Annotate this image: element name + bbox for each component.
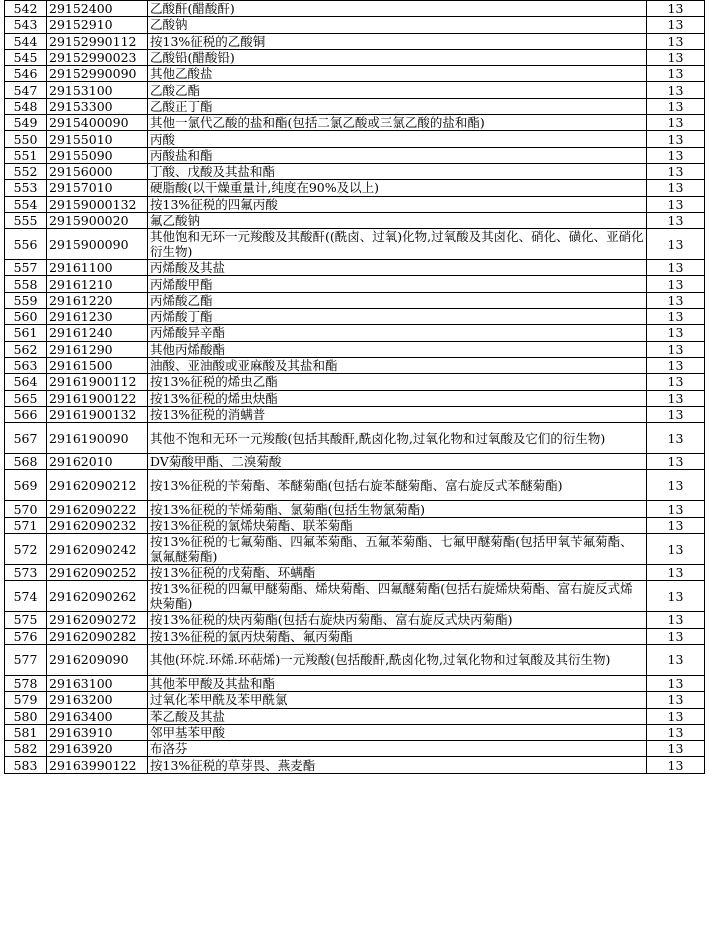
tax-code: 29152990023 — [47, 49, 148, 65]
table-row — [5, 147, 705, 163]
row-number: 582 — [5, 741, 47, 757]
table-row — [5, 212, 705, 228]
tax-code: 29153300 — [47, 98, 148, 114]
table-row — [5, 534, 705, 565]
row-number: 574 — [5, 581, 47, 612]
item-name: 丁酸、戊酸及其盐和酯 — [148, 163, 647, 179]
item-name: DV菊酸甲酯、二溴菊酸 — [148, 454, 647, 470]
item-name: 氟乙酸钠 — [148, 212, 647, 228]
item-name: 丙烯酸异辛酯 — [148, 325, 647, 341]
table-row — [5, 757, 705, 773]
row-number: 581 — [5, 724, 47, 740]
tax-rate: 13 — [647, 163, 705, 179]
row-number: 564 — [5, 374, 47, 390]
tax-code: 29161220 — [47, 292, 148, 308]
table-row — [5, 741, 705, 757]
table-row — [5, 49, 705, 65]
item-name: 丙酸盐和酯 — [148, 147, 647, 163]
table-row — [5, 309, 705, 325]
tax-rate: 13 — [647, 1, 705, 17]
item-name: 按13%征税的烯虫炔酯 — [148, 390, 647, 406]
table-row — [5, 163, 705, 179]
tax-rate: 13 — [647, 517, 705, 533]
tax-code: 29161290 — [47, 341, 148, 357]
table-row — [5, 517, 705, 533]
tax-rate: 13 — [647, 628, 705, 644]
tax-rate: 13 — [647, 17, 705, 33]
tax-rate: 13 — [647, 196, 705, 212]
item-name: 丙烯酸丁酯 — [148, 309, 647, 325]
tax-code: 29161230 — [47, 309, 148, 325]
tax-rate: 13 — [647, 66, 705, 82]
row-number: 571 — [5, 517, 47, 533]
tax-code: 2916209090 — [47, 644, 148, 675]
tax-rate: 13 — [647, 454, 705, 470]
tax-rate: 13 — [647, 390, 705, 406]
row-number: 579 — [5, 692, 47, 708]
tax-rate: 13 — [647, 357, 705, 373]
table-row — [5, 675, 705, 691]
tax-rate: 13 — [647, 692, 705, 708]
tax-code: 29163990122 — [47, 757, 148, 773]
tax-code: 29163100 — [47, 675, 148, 691]
table-row — [5, 325, 705, 341]
item-name: 乙酸钠 — [148, 17, 647, 33]
row-number: 576 — [5, 628, 47, 644]
table-row — [5, 229, 705, 260]
row-number: 550 — [5, 131, 47, 147]
tax-rate-table — [4, 0, 705, 774]
item-name: 按13%征税的苄烯菊酯、氯菊酯(包括生物氯菊酯) — [148, 501, 647, 517]
tax-rate: 13 — [647, 82, 705, 98]
tax-code: 29162090242 — [47, 534, 148, 565]
row-number: 570 — [5, 501, 47, 517]
row-number: 583 — [5, 757, 47, 773]
table-row — [5, 180, 705, 196]
tax-rate: 13 — [647, 309, 705, 325]
row-number: 577 — [5, 644, 47, 675]
row-number: 578 — [5, 675, 47, 691]
table-row — [5, 724, 705, 740]
row-number: 561 — [5, 325, 47, 341]
row-number: 558 — [5, 276, 47, 292]
item-name: 油酸、亚油酸或亚麻酸及其盐和酯 — [148, 357, 647, 373]
tax-rate: 13 — [647, 724, 705, 740]
tax-rate: 13 — [647, 292, 705, 308]
table-row — [5, 66, 705, 82]
tax-rate: 13 — [647, 115, 705, 131]
item-name: 按13%征税的草芽畏、燕麦酯 — [148, 757, 647, 773]
tax-rate: 13 — [647, 565, 705, 581]
tax-rate: 13 — [647, 260, 705, 276]
tax-rate: 13 — [647, 325, 705, 341]
row-number: 556 — [5, 229, 47, 260]
table-row — [5, 565, 705, 581]
tax-rate: 13 — [647, 180, 705, 196]
table-row — [5, 423, 705, 454]
row-number: 543 — [5, 17, 47, 33]
tax-rate: 13 — [647, 534, 705, 565]
tax-code: 29159000132 — [47, 196, 148, 212]
tax-rate: 13 — [647, 229, 705, 260]
row-number: 572 — [5, 534, 47, 565]
tax-rate: 13 — [647, 341, 705, 357]
row-number: 573 — [5, 565, 47, 581]
row-number: 546 — [5, 66, 47, 82]
table-row — [5, 196, 705, 212]
tax-code: 2916190090 — [47, 423, 148, 454]
item-name: 按13%征税的炔丙菊酯(包括右旋炔丙菊酯、富右旋反式炔丙菊酯) — [148, 612, 647, 628]
tax-rate: 13 — [647, 644, 705, 675]
item-name: 按13%征税的四氟丙酸 — [148, 196, 647, 212]
tax-code: 29162090232 — [47, 517, 148, 533]
item-name: 按13%征税的四氟甲醚菊酯、烯炔菊酯、四氟醚菊酯(包括右旋烯炔菊酯、富右旋反式烯炔菊酯) — [148, 581, 647, 612]
row-number: 553 — [5, 180, 47, 196]
tax-code: 29163920 — [47, 741, 148, 757]
table-row — [5, 98, 705, 114]
tax-code: 29153100 — [47, 82, 148, 98]
tax-code: 29162090282 — [47, 628, 148, 644]
tax-rate: 13 — [647, 470, 705, 501]
table-row — [5, 708, 705, 724]
tax-code: 29161240 — [47, 325, 148, 341]
table-row — [5, 454, 705, 470]
row-number: 542 — [5, 1, 47, 17]
tax-code: 29157010 — [47, 180, 148, 196]
item-name: 过氧化苯甲酰及苯甲酰氯 — [148, 692, 647, 708]
table-row — [5, 131, 705, 147]
item-name: 硬脂酸(以干燥重量计,纯度在90%及以上) — [148, 180, 647, 196]
tax-code: 29162090252 — [47, 565, 148, 581]
item-name: 苯乙酸及其盐 — [148, 708, 647, 724]
tax-rate: 13 — [647, 501, 705, 517]
row-number: 555 — [5, 212, 47, 228]
tax-rate: 13 — [647, 741, 705, 757]
table-row — [5, 82, 705, 98]
table-row — [5, 692, 705, 708]
tax-code: 29152990090 — [47, 66, 148, 82]
row-number: 565 — [5, 390, 47, 406]
row-number: 560 — [5, 309, 47, 325]
tax-rate: 13 — [647, 276, 705, 292]
tax-rate: 13 — [647, 612, 705, 628]
row-number: 566 — [5, 406, 47, 422]
tax-code: 29155090 — [47, 147, 148, 163]
tax-rate: 13 — [647, 675, 705, 691]
row-number: 569 — [5, 470, 47, 501]
item-name: 其他不饱和无环一元羧酸(包括其酸酐,酰卤化物,过氧化物和过氧酸及它们的衍生物) — [148, 423, 647, 454]
item-name: 乙酸酐(醋酸酐) — [148, 1, 647, 17]
table-row — [5, 17, 705, 33]
tax-code: 29162010 — [47, 454, 148, 470]
tax-code: 29152400 — [47, 1, 148, 17]
table-row — [5, 341, 705, 357]
item-name: 邻甲基苯甲酸 — [148, 724, 647, 740]
tax-rate: 13 — [647, 708, 705, 724]
item-name: 其他饱和无环一元羧酸及其酸酐((酰卤、过氧)化物,过氧酸及其卤化、硝化、磺化、亚硝化衍生物) — [148, 229, 647, 260]
item-name: 按13%征税的乙酸铜 — [148, 33, 647, 49]
table-row — [5, 276, 705, 292]
item-name: 乙酸乙酯 — [148, 82, 647, 98]
table-row — [5, 628, 705, 644]
row-number: 559 — [5, 292, 47, 308]
tax-code: 29161500 — [47, 357, 148, 373]
table-row — [5, 33, 705, 49]
item-name: 其他丙烯酸酯 — [148, 341, 647, 357]
row-number: 544 — [5, 33, 47, 49]
row-number: 562 — [5, 341, 47, 357]
item-name: 乙酸铅(醋酸铅) — [148, 49, 647, 65]
tax-code: 29162090222 — [47, 501, 148, 517]
row-number: 580 — [5, 708, 47, 724]
tax-code: 29155010 — [47, 131, 148, 147]
table-row — [5, 581, 705, 612]
item-name: 按13%征税的戊菊酯、环螨酯 — [148, 565, 647, 581]
row-number: 545 — [5, 49, 47, 65]
tax-code: 29162090262 — [47, 581, 148, 612]
row-number: 548 — [5, 98, 47, 114]
item-name: 按13%征税的氯丙炔菊酯、氟丙菊酯 — [148, 628, 647, 644]
tax-rate: 13 — [647, 49, 705, 65]
item-name: 其他(环烷.环烯.环萜烯)一元羧酸(包括酸酐,酰卤化物,过氧化物和过氧酸及其衍生物) — [148, 644, 647, 675]
tax-code: 29161210 — [47, 276, 148, 292]
item-name: 其他乙酸盐 — [148, 66, 647, 82]
row-number: 554 — [5, 196, 47, 212]
item-name: 乙酸正丁酯 — [148, 98, 647, 114]
tax-rate: 13 — [647, 212, 705, 228]
item-name: 布洛芬 — [148, 741, 647, 757]
item-name: 按13%征税的氯烯炔菊酯、联苯菊酯 — [148, 517, 647, 533]
tax-rate: 13 — [647, 98, 705, 114]
item-name: 按13%征税的七氟菊酯、四氟苯菊酯、五氟苯菊酯、七氟甲醚菊酯(包括甲氧苄氟菊酯、氯氟醚菊酯) — [148, 534, 647, 565]
table-row — [5, 644, 705, 675]
tax-code: 2915900020 — [47, 212, 148, 228]
tax-rate: 13 — [647, 757, 705, 773]
tax-code: 29162090212 — [47, 470, 148, 501]
row-number: 551 — [5, 147, 47, 163]
tax-code: 29161900112 — [47, 374, 148, 390]
item-name: 其他一氯代乙酸的盐和酯(包括二氯乙酸或三氯乙酸的盐和酯) — [148, 115, 647, 131]
tax-rate: 13 — [647, 423, 705, 454]
tax-code: 29152910 — [47, 17, 148, 33]
tax-rate: 13 — [647, 406, 705, 422]
tax-code: 29156000 — [47, 163, 148, 179]
tax-rate: 13 — [647, 147, 705, 163]
table-body — [5, 1, 705, 774]
tax-code: 2915400090 — [47, 115, 148, 131]
table-row — [5, 292, 705, 308]
table-row — [5, 1, 705, 17]
item-name: 丙烯酸甲酯 — [148, 276, 647, 292]
tax-code: 29152990112 — [47, 33, 148, 49]
tax-rate: 13 — [647, 131, 705, 147]
item-name: 丙烯酸乙酯 — [148, 292, 647, 308]
tax-code: 29163910 — [47, 724, 148, 740]
table-row — [5, 470, 705, 501]
tax-rate: 13 — [647, 33, 705, 49]
table-row — [5, 357, 705, 373]
item-name: 按13%征税的苄菊酯、苯醚菊酯(包括右旋苯醚菊酯、富右旋反式苯醚菊酯) — [148, 470, 647, 501]
tax-code: 29162090272 — [47, 612, 148, 628]
table-row — [5, 406, 705, 422]
table-row — [5, 501, 705, 517]
row-number: 552 — [5, 163, 47, 179]
table-row — [5, 612, 705, 628]
item-name: 其他苯甲酸及其盐和酯 — [148, 675, 647, 691]
table-row — [5, 390, 705, 406]
row-number: 557 — [5, 260, 47, 276]
item-name: 按13%征税的消螨普 — [148, 406, 647, 422]
row-number: 567 — [5, 423, 47, 454]
row-number: 568 — [5, 454, 47, 470]
tax-code: 29161900132 — [47, 406, 148, 422]
item-name: 丙酸 — [148, 131, 647, 147]
table-row — [5, 374, 705, 390]
tax-rate: 13 — [647, 581, 705, 612]
tax-code: 2915900090 — [47, 229, 148, 260]
table-row — [5, 115, 705, 131]
item-name: 丙烯酸及其盐 — [148, 260, 647, 276]
row-number: 563 — [5, 357, 47, 373]
row-number: 575 — [5, 612, 47, 628]
row-number: 547 — [5, 82, 47, 98]
tax-code: 29163200 — [47, 692, 148, 708]
tax-code: 29163400 — [47, 708, 148, 724]
row-number: 549 — [5, 115, 47, 131]
table-row — [5, 260, 705, 276]
tax-rate: 13 — [647, 374, 705, 390]
tax-code: 29161100 — [47, 260, 148, 276]
item-name: 按13%征税的烯虫乙酯 — [148, 374, 647, 390]
tax-code: 29161900122 — [47, 390, 148, 406]
